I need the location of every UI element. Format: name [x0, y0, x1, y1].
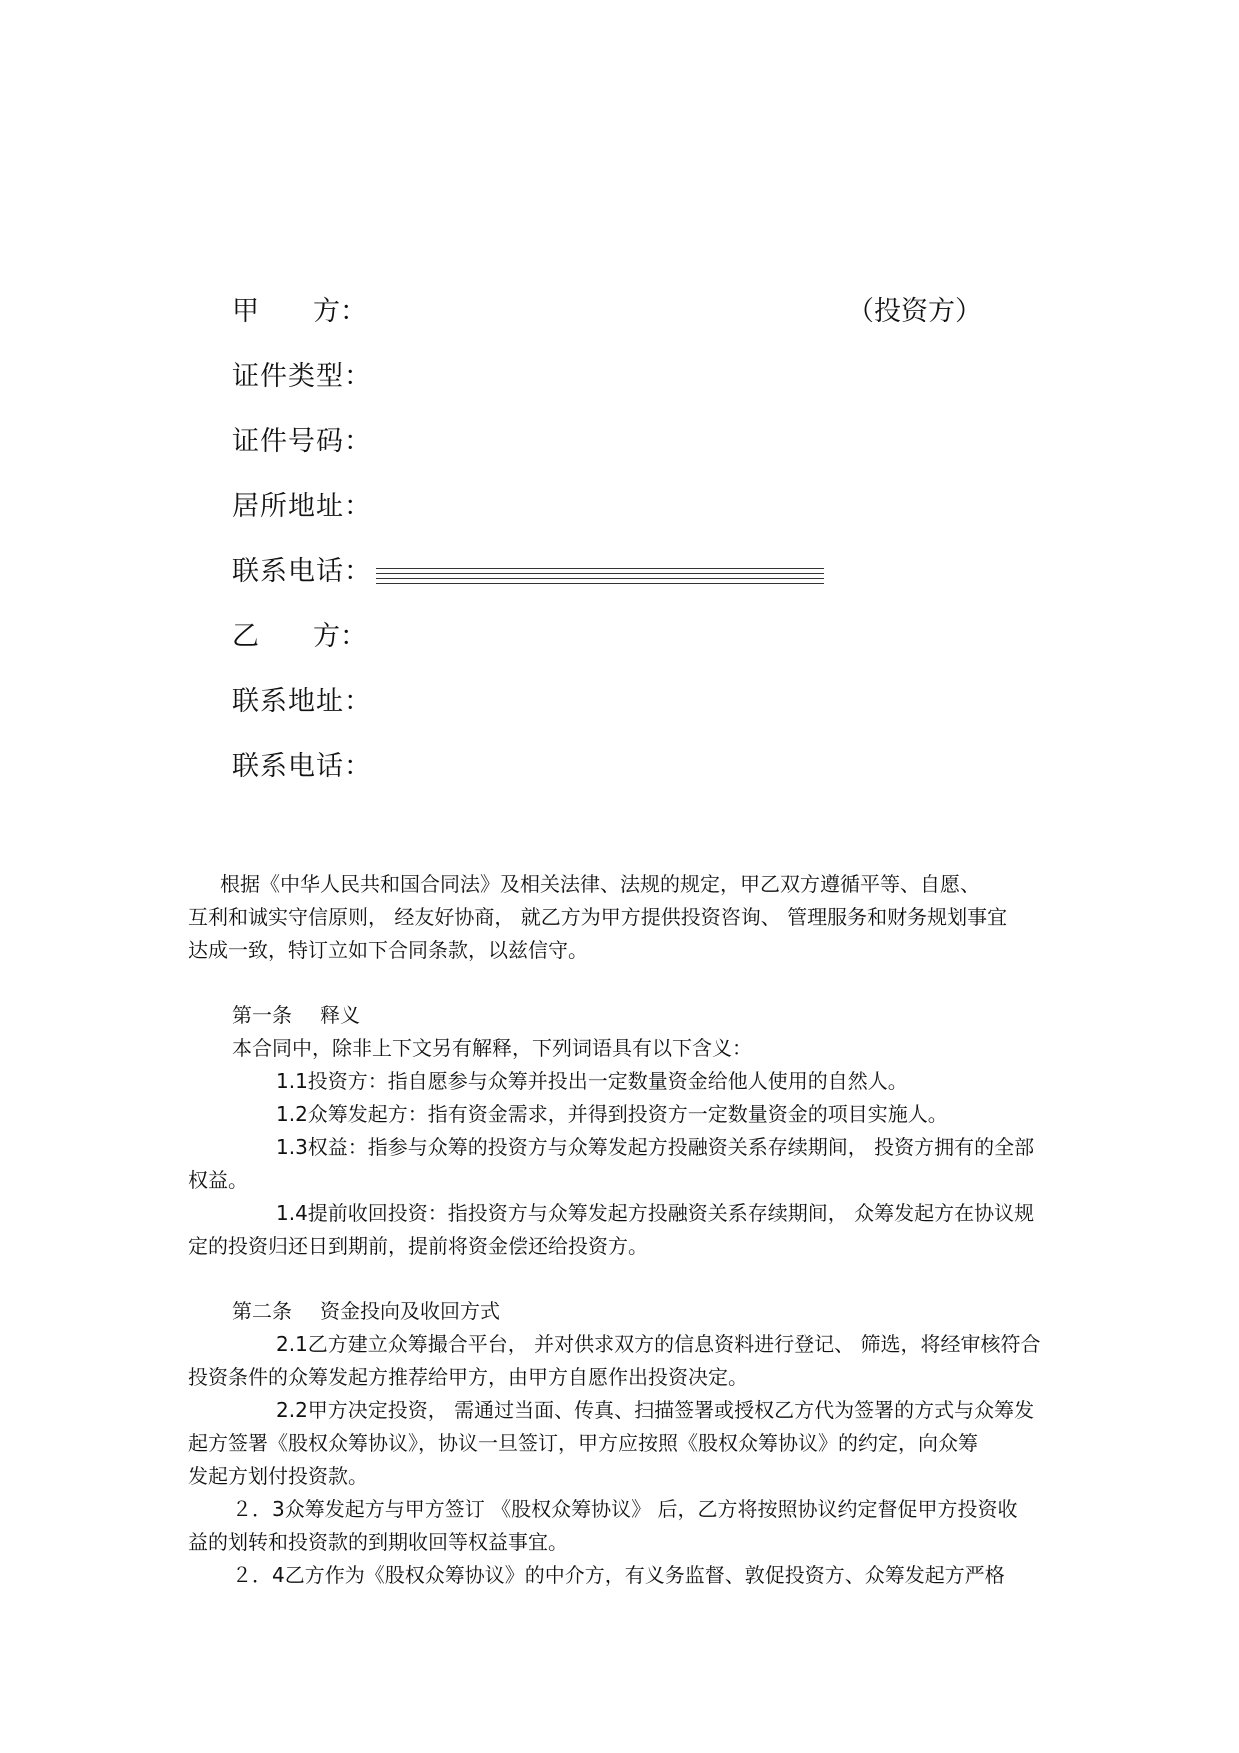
phone-fill-lines — [376, 568, 824, 594]
article-2-title: 资金投向及收回方式 — [320, 1299, 500, 1323]
article-1-item-3-cont: 权益。 — [188, 1168, 248, 1192]
id-type-label: 证件类型： — [232, 361, 372, 392]
article-1-heading — [188, 999, 1050, 1032]
party-a-id-number-row — [232, 422, 992, 487]
article-1-item-4: 1.4提前收回投资：指投资方与众筹发起方投融资关系存续期间， 众筹发起方在协议规 — [276, 1201, 1035, 1225]
party-b-label: 乙 方： — [232, 621, 367, 652]
party-a-address-row — [232, 487, 992, 552]
id-number-label: 证件号码： — [232, 426, 372, 457]
party-b-address-row — [232, 682, 992, 747]
article-1-item-2: 1.2众筹发起方：指有资金需求，并得到投资方一定数量资金的项目实施人。 — [276, 1102, 948, 1126]
preamble-line-1: 根据《中华人民共和国合同法》及相关法律、法规的规定，甲乙双方遵循平等、自愿、 — [220, 872, 980, 896]
article-2-item-3: ２．3众筹发起方与甲方签订 《股权众筹协议》 后，乙方将按照协议约定督促甲方投资收 — [232, 1497, 1018, 1521]
party-a-row — [232, 292, 992, 357]
party-b-row — [232, 617, 992, 682]
article-2-item-2-cont-2: 发起方划付投资款。 — [188, 1464, 368, 1488]
party-b-phone-label: 联系电话： — [232, 751, 372, 782]
party-b-phone-row — [232, 747, 992, 812]
article-2-item-1: 2.1乙方建立众筹撮合平台， 并对供求双方的信息资料进行登记、 筛选，将经审核符合 — [276, 1332, 1041, 1356]
article-1-item-4-cont: 定的投资归还日到期前，提前将资金偿还给投资方。 — [188, 1234, 648, 1258]
party-b-address-label: 联系地址： — [232, 686, 372, 717]
article-2-item-3-cont: 益的划转和投资款的到期收回等权益事宜。 — [188, 1530, 568, 1554]
article-2-heading — [188, 1295, 1050, 1328]
party-info-block — [232, 292, 992, 812]
article-1-title: 释义 — [320, 1003, 360, 1027]
phone-label: 联系电话： — [232, 556, 372, 587]
party-a-label: 甲 方： — [232, 296, 367, 327]
party-a-phone-row — [232, 552, 992, 617]
party-a-role: （投资方） — [847, 296, 982, 327]
article-1-intro: 本合同中，除非上下文另有解释，下列词语具有以下含义： — [232, 1036, 752, 1060]
article-2-item-1-cont: 投资条件的众筹发起方推荐给甲方，由甲方自愿作出投资决定。 — [188, 1365, 748, 1389]
article-2-item-4: ２．4乙方作为《股权众筹协议》的中介方，有义务监督、敦促投资方、众筹发起方严格 — [232, 1563, 1005, 1587]
article-1-item-3: 1.3权益：指参与众筹的投资方与众筹发起方投融资关系存续期间， 投资方拥有的全部 — [276, 1135, 1035, 1159]
address-label: 居所地址： — [232, 491, 372, 522]
article-1-number: 第一条 — [232, 1003, 292, 1027]
article-1-item-1: 1.1投资方：指自愿参与众筹并投出一定数量资金给他人使用的自然人。 — [276, 1069, 908, 1093]
article-2-item-2-cont: 起方签署《股权众筹协议》，协议一旦签订，甲方应按照《股权众筹协议》的约定，向众筹 — [188, 1431, 978, 1455]
preamble-line-2: 互利和诚实守信原则， 经友好协商， 就乙方为甲方提供投资咨询、 管理服务和财务规划事宜 — [188, 905, 1008, 929]
party-a-id-type-row — [232, 357, 992, 422]
article-2-item-2: 2.2甲方决定投资， 需通过当面、传真、扫描签署或授权乙方代为签署的方式与众筹发 — [276, 1398, 1035, 1422]
preamble-line-3: 达成一致，特订立如下合同条款，以兹信守。 — [188, 938, 588, 962]
contract-body — [188, 868, 1050, 1592]
article-2-number: 第二条 — [232, 1299, 292, 1323]
